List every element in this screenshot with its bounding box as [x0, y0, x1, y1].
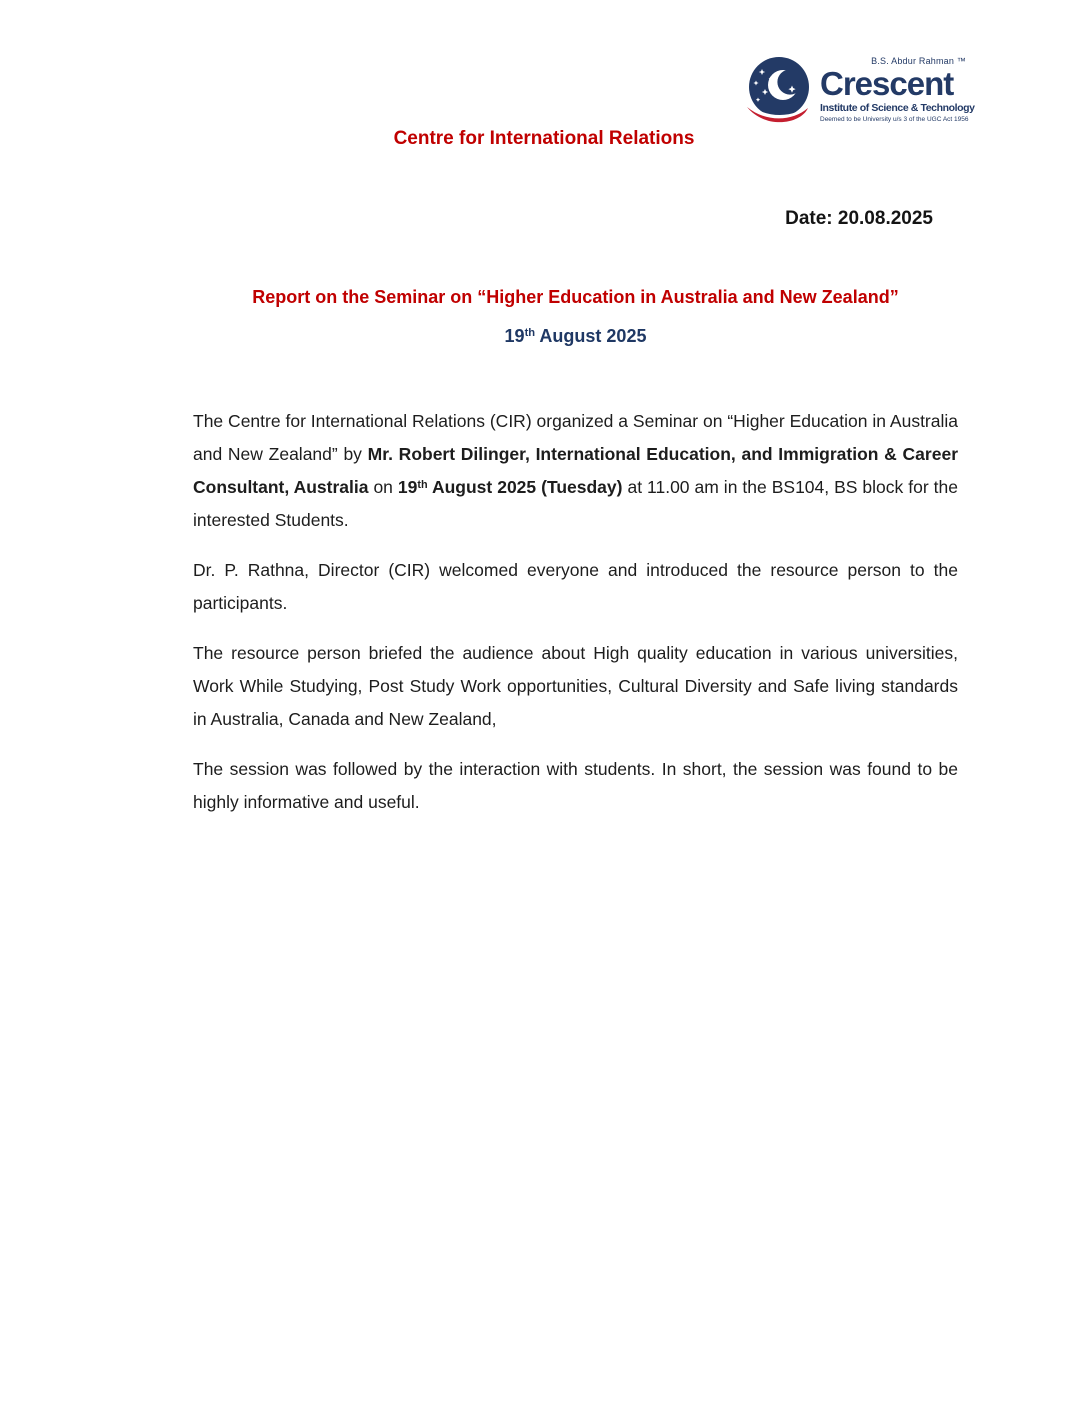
report-body — [193, 405, 958, 819]
paragraph-1: The Centre for International Relations (CIR) organized a Seminar on “Higher Education in Australia and New Zealand” by Mr. Robert Dilinger, International Education, and Immigration & Career Consultant, Australia on 19th August 2025 (Tuesday) at 11.00 am in the BS104, BS block for the interested Students. — [193, 411, 958, 530]
paragraph-4: The session was followed by the interaction with students. In short, the session was found to be highly informative and useful. — [193, 759, 958, 812]
institution-logo — [741, 56, 975, 128]
report-date: Date: 20.08.2025 — [785, 208, 933, 229]
paragraph-2: Dr. P. Rathna, Director (CIR) welcomed everyone and introduced the resource person to the participants. — [193, 560, 958, 613]
logo-trademark: B.S. Abdur Rahman ™ — [871, 56, 966, 66]
department-heading: Centre for International Relations — [393, 128, 695, 149]
logo-tagline: Deemed to be University u/s 3 of the UGC Act 1956 — [820, 116, 969, 123]
logo-subtitle: Institute of Science & Technology — [820, 102, 975, 114]
report-subtitle-date: 19th August 2025 — [504, 326, 647, 346]
logo-name: Crescent — [820, 65, 954, 102]
crescent-emblem-icon — [741, 56, 815, 128]
report-title: Report on the Seminar on “Higher Education in Australia and New Zealand” — [252, 287, 899, 307]
paragraph-3: The resource person briefed the audience about High quality education in various universities, Work While Studying, Post Study Work opportunities, Cultural Diversity and Safe living standards in Australia, Canada and New Zealand, — [193, 643, 958, 729]
logo-text — [820, 56, 975, 123]
report-content — [193, 208, 958, 819]
